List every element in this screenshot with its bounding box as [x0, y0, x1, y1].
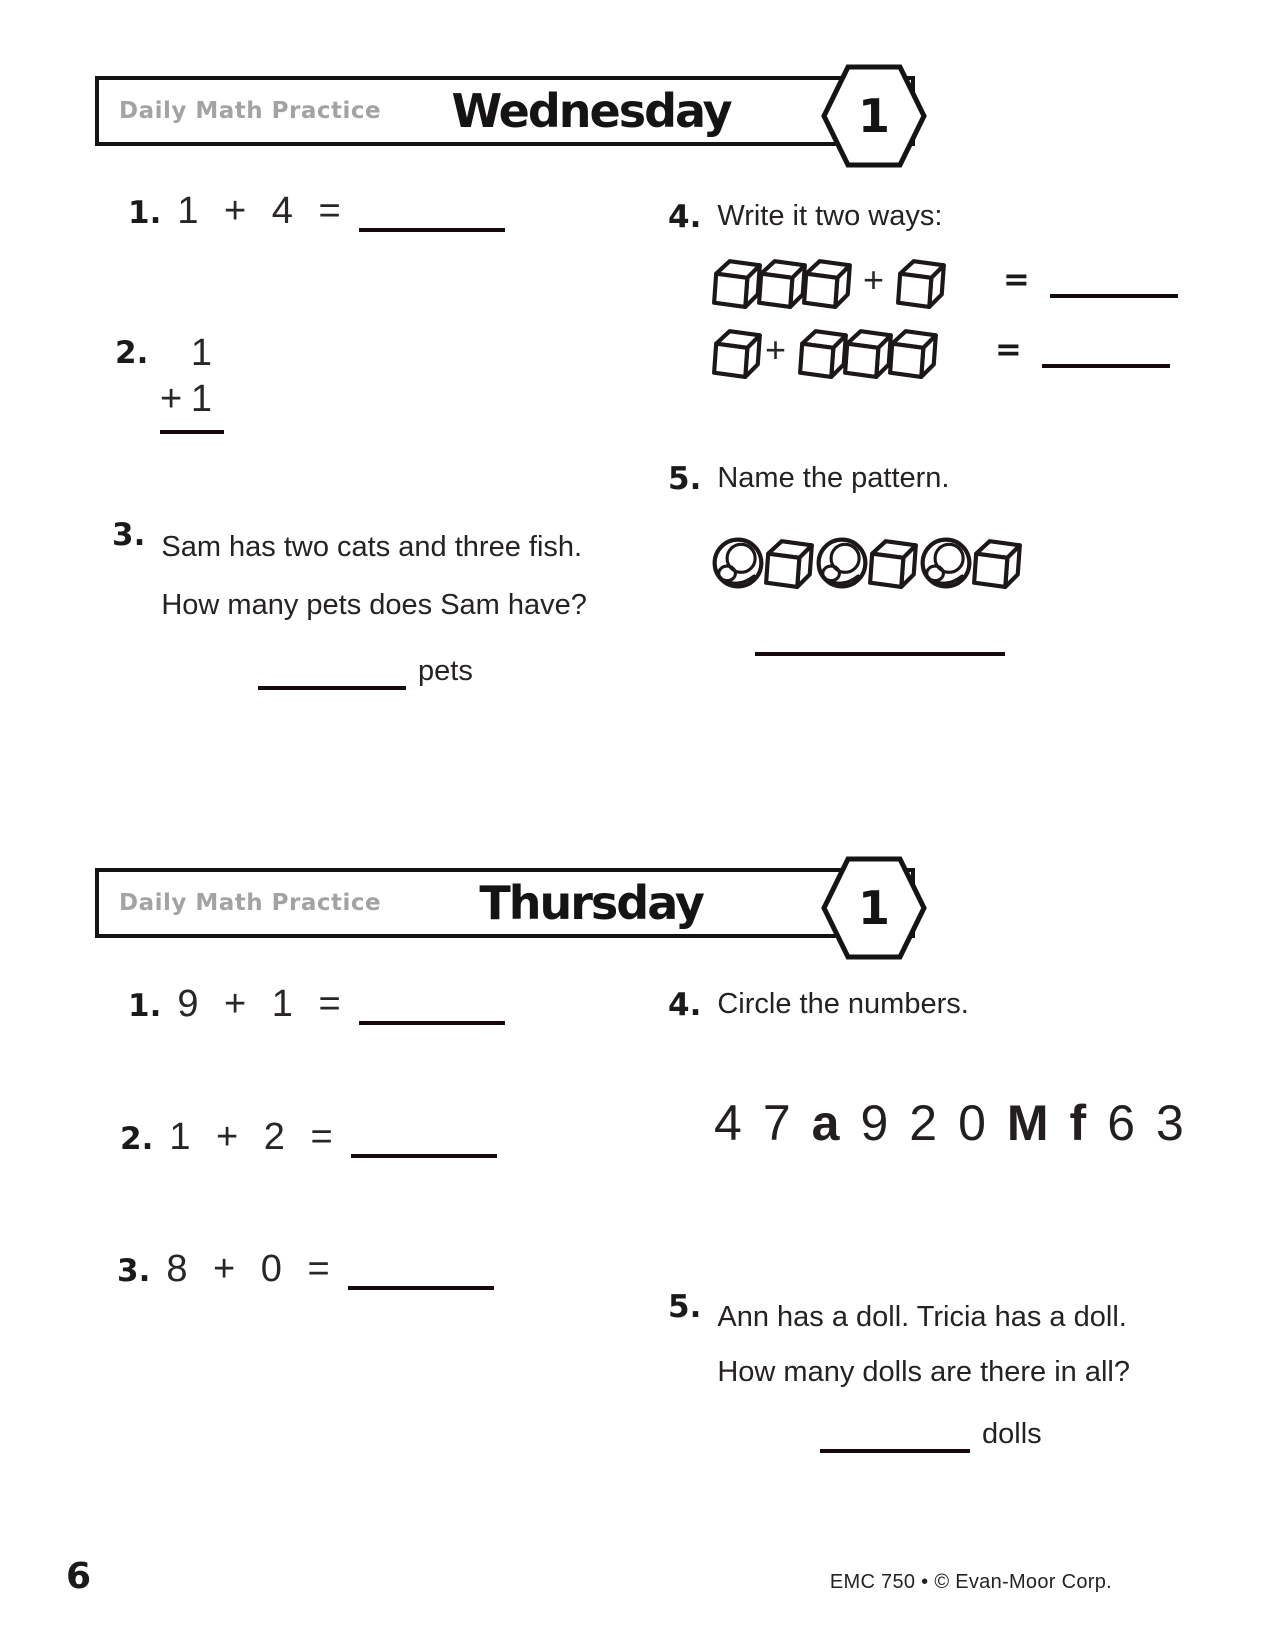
problem-number: 3.	[112, 517, 146, 553]
circle-item[interactable]: 2	[909, 1095, 938, 1151]
cube-icon	[888, 326, 940, 380]
problem-w1	[128, 192, 505, 232]
word-problem-text: Ann has a doll. Tricia has a doll. How many dolls are there in all?	[717, 1301, 1131, 1388]
cube-group-right	[896, 256, 941, 310]
circle-item[interactable]: f	[1069, 1095, 1087, 1151]
pattern-row	[710, 536, 1022, 590]
circle-item[interactable]: 6	[1107, 1095, 1135, 1151]
problem-number: 4.	[668, 199, 702, 235]
cube-equation-row-1	[712, 256, 1178, 310]
cube-group-left	[712, 326, 757, 380]
equals-sign: =	[1003, 260, 1030, 298]
week-number: 1	[857, 89, 891, 143]
hexagon-icon	[821, 64, 927, 168]
publisher-credit: EMC 750 • © Evan-Moor Corp.	[829, 1571, 1112, 1593]
answer-line[interactable]	[348, 1256, 494, 1290]
cube-icon	[896, 256, 948, 310]
day-title: Wednesday	[451, 84, 731, 138]
problem-t1	[128, 985, 505, 1025]
week-badge	[821, 856, 927, 960]
ball-icon	[710, 536, 766, 590]
unit-label: dolls	[982, 1418, 1042, 1450]
equation-text: 1 + 4 =	[177, 190, 345, 232]
cube-icon	[764, 536, 816, 590]
plus-sign: +	[863, 259, 885, 300]
addend-bottom-row: + 1	[160, 378, 212, 420]
character-row[interactable]	[714, 1095, 1205, 1151]
problem-prompt: Write it two ways:	[717, 200, 943, 233]
circle-item[interactable]: 9	[860, 1095, 889, 1151]
problem-prompt: Circle the numbers.	[717, 988, 969, 1021]
vertical-addition	[160, 330, 224, 434]
problem-number: 5.	[668, 1289, 702, 1325]
answer-line[interactable]	[359, 991, 505, 1025]
answer-line[interactable]	[820, 1419, 970, 1453]
answer-line[interactable]	[755, 652, 1005, 656]
thursday-header-banner	[95, 868, 915, 938]
equals-sign: =	[995, 330, 1022, 368]
answer-row-pets	[258, 655, 473, 690]
problem-t4	[668, 988, 969, 1024]
problem-number: 5.	[668, 461, 702, 497]
cube-icon	[972, 536, 1024, 590]
day-title: Thursday	[479, 876, 703, 930]
circle-item[interactable]: 4	[714, 1095, 742, 1151]
answer-line[interactable]	[258, 656, 406, 690]
cube-icon	[802, 256, 854, 310]
problem-number: 4.	[668, 987, 702, 1023]
problem-w5	[668, 462, 950, 498]
problem-w3	[112, 518, 587, 634]
answer-line[interactable]	[1050, 268, 1178, 298]
problem-number: 1.	[128, 988, 162, 1025]
brand-label: Daily Math Practice	[119, 98, 382, 124]
problem-t3	[117, 1250, 494, 1290]
wednesday-header-banner	[95, 76, 915, 146]
answer-line[interactable]	[351, 1124, 497, 1158]
hexagon-icon	[821, 856, 927, 960]
ball-icon	[918, 536, 974, 590]
ball-icon	[814, 536, 870, 590]
problem-w4	[668, 200, 942, 236]
cube-group-right	[798, 326, 933, 380]
answer-line[interactable]	[359, 198, 505, 232]
equation-text: 8 + 0 =	[166, 1248, 334, 1290]
word-problem-text: Sam has two cats and three fish. How many pets does Sam have?	[161, 531, 587, 621]
week-badge	[821, 64, 927, 168]
problem-t5	[668, 1290, 1130, 1400]
problem-prompt: Name the pattern.	[717, 462, 950, 495]
cube-equation-row-2	[712, 326, 1170, 380]
problem-number: 1.	[128, 195, 162, 232]
addend-top: 1	[190, 332, 212, 374]
brand-label: Daily Math Practice	[119, 890, 382, 916]
problem-t2	[120, 1118, 497, 1158]
cube-icon	[868, 536, 920, 590]
problem-number: 3.	[117, 1253, 151, 1290]
equation-text: 1 + 2 =	[169, 1116, 337, 1158]
problem-number: 2.	[115, 335, 149, 371]
plus-sign: +	[160, 378, 183, 420]
circle-item[interactable]: M	[1006, 1095, 1049, 1151]
circle-item[interactable]: 7	[762, 1095, 791, 1151]
plus-sign: +	[765, 329, 787, 370]
cube-group-left	[712, 256, 847, 310]
circle-item[interactable]: a	[811, 1095, 840, 1151]
circle-item[interactable]: 0	[958, 1095, 986, 1151]
circle-item[interactable]: 3	[1156, 1095, 1184, 1151]
answer-line[interactable]	[1042, 338, 1170, 368]
page-number: 6	[66, 1556, 92, 1597]
equation-text: 9 + 1 =	[177, 983, 345, 1025]
unit-label: pets	[418, 655, 473, 687]
cube-icon	[712, 326, 764, 380]
answer-row-dolls	[820, 1418, 1042, 1453]
problem-number: 2.	[120, 1121, 154, 1158]
week-number: 1	[857, 881, 891, 935]
